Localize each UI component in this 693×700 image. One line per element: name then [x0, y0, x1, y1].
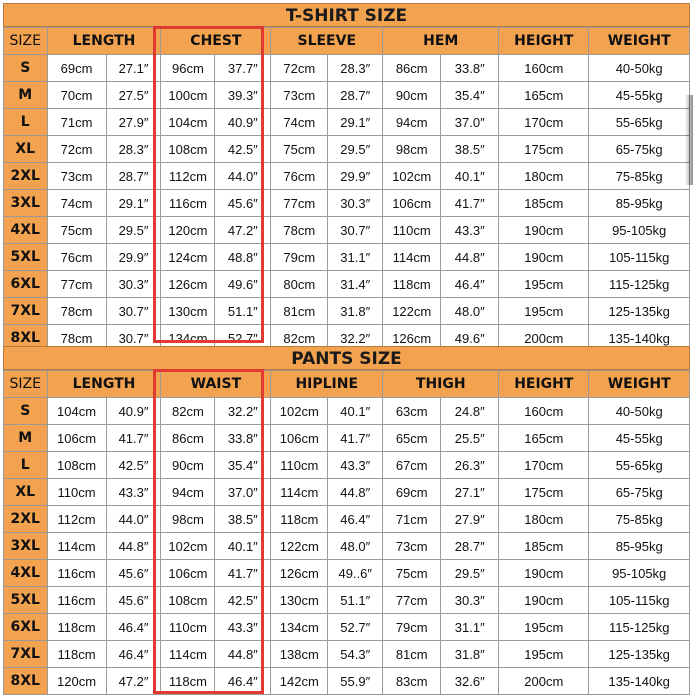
table-cell: 55-65kg: [589, 109, 690, 136]
table-cell: 116cm: [47, 560, 106, 587]
header-thigh: THIGH: [383, 371, 499, 398]
table-cell: 108cm: [161, 587, 215, 614]
table-cell: 114cm: [271, 479, 328, 506]
table-cell: 65-75kg: [589, 479, 690, 506]
table-cell: 29.9″: [328, 163, 383, 190]
table-cell: 43.3″: [328, 452, 383, 479]
table-cell: 82cm: [161, 398, 215, 425]
table-cell: 106cm: [161, 560, 215, 587]
table-cell: 35.4″: [441, 82, 499, 109]
table-cell: 122cm: [383, 298, 441, 325]
table-cell: 33.8″: [215, 425, 271, 452]
table-cell: 114cm: [161, 641, 215, 668]
table-cell: 130cm: [271, 587, 328, 614]
table-cell: 98cm: [161, 506, 215, 533]
table-cell: 94cm: [383, 109, 441, 136]
table-row: [4, 163, 690, 190]
size-label: 2XL: [4, 163, 48, 190]
table-cell: 32.6″: [441, 668, 499, 695]
table-cell: 47.2″: [215, 217, 271, 244]
table-cell: 29.5″: [328, 136, 383, 163]
table-cell: 40-50kg: [589, 398, 690, 425]
table-cell: 78cm: [47, 298, 106, 325]
table-cell: 125-135kg: [589, 298, 690, 325]
table-cell: 28.7″: [441, 533, 499, 560]
table-cell: 165cm: [499, 425, 589, 452]
table-row: [4, 533, 690, 560]
size-label: 5XL: [4, 587, 48, 614]
table-cell: 45-55kg: [589, 82, 690, 109]
table-cell: 74cm: [47, 190, 106, 217]
table-cell: 30.3″: [328, 190, 383, 217]
table-cell: 44.8″: [106, 533, 161, 560]
table-cell: 104cm: [161, 109, 215, 136]
table-cell: 29.5″: [441, 560, 499, 587]
table-cell: 45.6″: [106, 587, 161, 614]
table-cell: 126cm: [161, 271, 215, 298]
table-cell: 96cm: [161, 55, 215, 82]
tshirt-title: T-SHIRT SIZE: [3, 3, 690, 27]
table-cell: 110cm: [271, 452, 328, 479]
table-cell: 49.6″: [441, 325, 499, 352]
table-cell: 76cm: [47, 244, 106, 271]
table-cell: 108cm: [47, 452, 106, 479]
tshirt-header-row: [4, 28, 690, 55]
table-cell: 102cm: [271, 398, 328, 425]
table-cell: 47.2″: [106, 668, 161, 695]
table-cell: 79cm: [271, 244, 328, 271]
table-cell: 135-140kg: [589, 325, 690, 352]
table-cell: 30.3″: [441, 587, 499, 614]
table-cell: 160cm: [499, 398, 589, 425]
table-cell: 65cm: [383, 425, 441, 452]
header-length: LENGTH: [47, 371, 161, 398]
table-cell: 185cm: [499, 190, 589, 217]
size-label: S: [4, 398, 48, 425]
table-cell: 81cm: [383, 641, 441, 668]
table-cell: 81cm: [271, 298, 328, 325]
table-cell: 120cm: [161, 217, 215, 244]
table-cell: 142cm: [271, 668, 328, 695]
table-cell: 190cm: [499, 244, 589, 271]
table-cell: 175cm: [499, 479, 589, 506]
table-cell: 38.5″: [441, 136, 499, 163]
table-cell: 106cm: [271, 425, 328, 452]
table-cell: 85-95kg: [589, 533, 690, 560]
table-cell: 39.3″: [215, 82, 271, 109]
header-weight: WEIGHT: [589, 371, 690, 398]
header-waist: WAIST: [161, 371, 271, 398]
table-cell: 31.4″: [328, 271, 383, 298]
table-cell: 175cm: [499, 136, 589, 163]
table-cell: 37.0″: [215, 479, 271, 506]
table-cell: 27.9″: [106, 109, 161, 136]
table-cell: 46.4″: [106, 614, 161, 641]
table-cell: 73cm: [271, 82, 328, 109]
table-row: [4, 452, 690, 479]
table-cell: 85-95kg: [589, 190, 690, 217]
table-row: [4, 641, 690, 668]
table-row: [4, 55, 690, 82]
pants-header-row: [4, 371, 690, 398]
table-cell: 31.1″: [328, 244, 383, 271]
table-cell: 190cm: [499, 217, 589, 244]
table-cell: 51.1″: [328, 587, 383, 614]
table-row: [4, 217, 690, 244]
size-label: 8XL: [4, 325, 48, 352]
table-cell: 71cm: [47, 109, 106, 136]
table-cell: 75cm: [271, 136, 328, 163]
table-cell: 65-75kg: [589, 136, 690, 163]
table-cell: 40.1″: [215, 533, 271, 560]
size-label: M: [4, 425, 48, 452]
table-cell: 27.1″: [441, 479, 499, 506]
table-cell: 40.1″: [328, 398, 383, 425]
table-cell: 32.2″: [215, 398, 271, 425]
table-cell: 45-55kg: [589, 425, 690, 452]
table-cell: 200cm: [499, 325, 589, 352]
table-row: [4, 136, 690, 163]
table-cell: 110cm: [47, 479, 106, 506]
table-cell: 48.0″: [328, 533, 383, 560]
header-chest: CHEST: [161, 28, 271, 55]
edge-shadow: [685, 95, 693, 185]
size-label: 2XL: [4, 506, 48, 533]
table-cell: 28.3″: [328, 55, 383, 82]
table-cell: 195cm: [499, 298, 589, 325]
table-cell: 105-115kg: [589, 244, 690, 271]
table-cell: 25.5″: [441, 425, 499, 452]
table-row: [4, 244, 690, 271]
table-cell: 75cm: [383, 560, 441, 587]
table-row: [4, 425, 690, 452]
table-row: [4, 479, 690, 506]
table-cell: 41.7″: [328, 425, 383, 452]
table-cell: 76cm: [271, 163, 328, 190]
table-cell: 46.4″: [215, 668, 271, 695]
table-cell: 75-85kg: [589, 506, 690, 533]
size-label: L: [4, 452, 48, 479]
table-cell: 134cm: [271, 614, 328, 641]
pants-size-chart: [3, 346, 690, 695]
table-cell: 73cm: [383, 533, 441, 560]
table-cell: 86cm: [161, 425, 215, 452]
table-cell: 114cm: [383, 244, 441, 271]
table-cell: 31.1″: [441, 614, 499, 641]
table-cell: 114cm: [47, 533, 106, 560]
table-cell: 27.1″: [106, 55, 161, 82]
table-cell: 124cm: [161, 244, 215, 271]
table-cell: 43.3″: [215, 614, 271, 641]
table-cell: 118cm: [271, 506, 328, 533]
table-cell: 41.7″: [106, 425, 161, 452]
table-cell: 74cm: [271, 109, 328, 136]
table-cell: 105-115kg: [589, 587, 690, 614]
table-cell: 102cm: [383, 163, 441, 190]
table-cell: 116cm: [47, 587, 106, 614]
table-cell: 54.3″: [328, 641, 383, 668]
size-label: 7XL: [4, 641, 48, 668]
pants-title: PANTS SIZE: [3, 346, 690, 370]
size-label: XL: [4, 479, 48, 506]
table-cell: 28.3″: [106, 136, 161, 163]
table-cell: 29.9″: [106, 244, 161, 271]
table-cell: 130cm: [161, 298, 215, 325]
table-cell: 46.4″: [441, 271, 499, 298]
table-cell: 41.7″: [441, 190, 499, 217]
table-cell: 82cm: [271, 325, 328, 352]
table-cell: 83cm: [383, 668, 441, 695]
table-cell: 125-135kg: [589, 641, 690, 668]
table-cell: 95-105kg: [589, 560, 690, 587]
table-cell: 27.9″: [441, 506, 499, 533]
table-cell: 44.8″: [328, 479, 383, 506]
table-cell: 71cm: [383, 506, 441, 533]
table-cell: 43.3″: [106, 479, 161, 506]
table-cell: 77cm: [383, 587, 441, 614]
table-cell: 37.7″: [215, 55, 271, 82]
table-cell: 70cm: [47, 82, 106, 109]
table-cell: 165cm: [499, 82, 589, 109]
table-cell: 27.5″: [106, 82, 161, 109]
table-row: [4, 668, 690, 695]
table-cell: 51.1″: [215, 298, 271, 325]
table-cell: 26.3″: [441, 452, 499, 479]
header-size: SIZE: [4, 28, 48, 55]
table-cell: 38.5″: [215, 506, 271, 533]
table-cell: 41.7″: [215, 560, 271, 587]
table-row: [4, 190, 690, 217]
table-cell: 40-50kg: [589, 55, 690, 82]
table-cell: 33.8″: [441, 55, 499, 82]
table-cell: 118cm: [47, 614, 106, 641]
table-cell: 86cm: [383, 55, 441, 82]
header-weight: WEIGHT: [589, 28, 690, 55]
table-cell: 115-125kg: [589, 614, 690, 641]
table-cell: 98cm: [383, 136, 441, 163]
table-cell: 46.4″: [328, 506, 383, 533]
table-cell: 102cm: [161, 533, 215, 560]
table-cell: 72cm: [47, 136, 106, 163]
table-cell: 52.7″: [328, 614, 383, 641]
table-cell: 79cm: [383, 614, 441, 641]
table-cell: 32.2″: [328, 325, 383, 352]
table-cell: 43.3″: [441, 217, 499, 244]
table-cell: 134cm: [161, 325, 215, 352]
table-cell: 75cm: [47, 217, 106, 244]
size-label: 8XL: [4, 668, 48, 695]
table-cell: 180cm: [499, 506, 589, 533]
table-cell: 49.6″: [215, 271, 271, 298]
table-cell: 45.6″: [215, 190, 271, 217]
table-cell: 28.7″: [106, 163, 161, 190]
table-row: [4, 109, 690, 136]
table-cell: 118cm: [383, 271, 441, 298]
table-cell: 30.7″: [328, 217, 383, 244]
table-cell: 135-140kg: [589, 668, 690, 695]
table-cell: 95-105kg: [589, 217, 690, 244]
table-cell: 195cm: [499, 271, 589, 298]
size-label: M: [4, 82, 48, 109]
table-cell: 115-125kg: [589, 271, 690, 298]
table-cell: 160cm: [499, 55, 589, 82]
table-cell: 80cm: [271, 271, 328, 298]
size-label: L: [4, 109, 48, 136]
table-cell: 63cm: [383, 398, 441, 425]
table-cell: 170cm: [499, 452, 589, 479]
table-row: [4, 82, 690, 109]
header-height: HEIGHT: [499, 371, 589, 398]
size-label: 4XL: [4, 560, 48, 587]
table-cell: 112cm: [161, 163, 215, 190]
size-label: 6XL: [4, 271, 48, 298]
header-length: LENGTH: [47, 28, 161, 55]
table-cell: 90cm: [161, 452, 215, 479]
table-row: [4, 614, 690, 641]
table-cell: 180cm: [499, 163, 589, 190]
table-cell: 69cm: [47, 55, 106, 82]
table-cell: 190cm: [499, 587, 589, 614]
table-cell: 31.8″: [328, 298, 383, 325]
table-cell: 190cm: [499, 560, 589, 587]
size-label: 6XL: [4, 614, 48, 641]
table-cell: 75-85kg: [589, 163, 690, 190]
table-cell: 55-65kg: [589, 452, 690, 479]
table-cell: 77cm: [47, 271, 106, 298]
table-cell: 30.3″: [106, 271, 161, 298]
table-cell: 185cm: [499, 533, 589, 560]
size-label: S: [4, 55, 48, 82]
table-cell: 104cm: [47, 398, 106, 425]
table-cell: 126cm: [383, 325, 441, 352]
table-cell: 40.1″: [441, 163, 499, 190]
size-label: 4XL: [4, 217, 48, 244]
table-cell: 116cm: [161, 190, 215, 217]
header-hipline: HIPLINE: [271, 371, 383, 398]
table-cell: 138cm: [271, 641, 328, 668]
table-row: [4, 298, 690, 325]
header-hem: HEM: [383, 28, 499, 55]
table-cell: 49..6″: [328, 560, 383, 587]
table-cell: 106cm: [47, 425, 106, 452]
table-cell: 29.1″: [328, 109, 383, 136]
table-cell: 42.5″: [215, 136, 271, 163]
table-cell: 46.4″: [106, 641, 161, 668]
table-cell: 100cm: [161, 82, 215, 109]
table-cell: 118cm: [161, 668, 215, 695]
table-cell: 78cm: [47, 325, 106, 352]
table-cell: 118cm: [47, 641, 106, 668]
tshirt-table: [3, 27, 690, 352]
table-cell: 44.0″: [215, 163, 271, 190]
size-label: XL: [4, 136, 48, 163]
table-cell: 69cm: [383, 479, 441, 506]
table-cell: 195cm: [499, 641, 589, 668]
table-cell: 42.5″: [215, 587, 271, 614]
table-cell: 45.6″: [106, 560, 161, 587]
size-label: 3XL: [4, 533, 48, 560]
table-cell: 122cm: [271, 533, 328, 560]
table-cell: 44.0″: [106, 506, 161, 533]
table-cell: 106cm: [383, 190, 441, 217]
table-cell: 44.8″: [215, 641, 271, 668]
table-cell: 48.8″: [215, 244, 271, 271]
table-cell: 29.5″: [106, 217, 161, 244]
table-cell: 170cm: [499, 109, 589, 136]
table-cell: 200cm: [499, 668, 589, 695]
table-cell: 24.8″: [441, 398, 499, 425]
table-cell: 42.5″: [106, 452, 161, 479]
table-cell: 77cm: [271, 190, 328, 217]
table-cell: 35.4″: [215, 452, 271, 479]
header-size: SIZE: [4, 371, 48, 398]
size-label: 7XL: [4, 298, 48, 325]
pants-table: [3, 370, 690, 695]
table-cell: 94cm: [161, 479, 215, 506]
table-cell: 126cm: [271, 560, 328, 587]
table-cell: 90cm: [383, 82, 441, 109]
table-cell: 52.7″: [215, 325, 271, 352]
table-cell: 110cm: [383, 217, 441, 244]
table-cell: 78cm: [271, 217, 328, 244]
table-row: [4, 506, 690, 533]
table-cell: 108cm: [161, 136, 215, 163]
table-cell: 30.7″: [106, 325, 161, 352]
size-label: 5XL: [4, 244, 48, 271]
table-row: [4, 560, 690, 587]
table-cell: 195cm: [499, 614, 589, 641]
table-cell: 73cm: [47, 163, 106, 190]
table-cell: 55.9″: [328, 668, 383, 695]
header-sleeve: SLEEVE: [271, 28, 383, 55]
tshirt-size-chart: [3, 3, 690, 352]
table-cell: 37.0″: [441, 109, 499, 136]
table-cell: 48.0″: [441, 298, 499, 325]
table-cell: 40.9″: [215, 109, 271, 136]
table-cell: 112cm: [47, 506, 106, 533]
table-row: [4, 587, 690, 614]
table-cell: 31.8″: [441, 641, 499, 668]
table-cell: 40.9″: [106, 398, 161, 425]
table-cell: 28.7″: [328, 82, 383, 109]
table-cell: 120cm: [47, 668, 106, 695]
table-row: [4, 398, 690, 425]
table-cell: 30.7″: [106, 298, 161, 325]
header-height: HEIGHT: [499, 28, 589, 55]
size-label: 3XL: [4, 190, 48, 217]
table-row: [4, 271, 690, 298]
table-cell: 29.1″: [106, 190, 161, 217]
table-cell: 44.8″: [441, 244, 499, 271]
table-cell: 67cm: [383, 452, 441, 479]
table-cell: 72cm: [271, 55, 328, 82]
table-cell: 110cm: [161, 614, 215, 641]
